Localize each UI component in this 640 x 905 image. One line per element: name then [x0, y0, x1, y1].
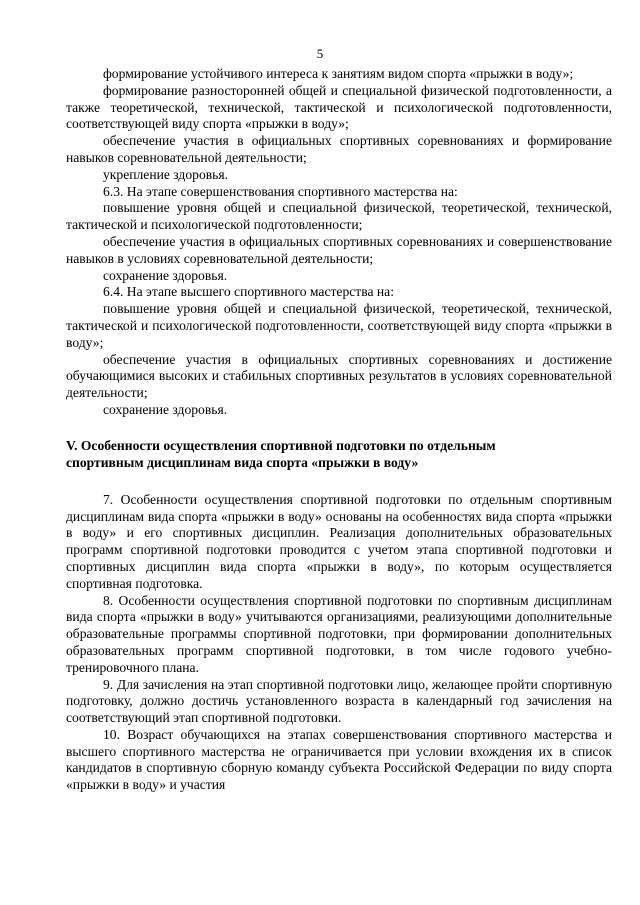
paragraph: 6.4. На этапе высшего спортивного мастерства на:: [103, 284, 394, 300]
paragraph: сохранение здоровья.: [103, 401, 228, 417]
paragraph: обеспечение участия в официальных спортивных соревнованиях и формирование навыков соревновательной деятельности;: [66, 133, 612, 165]
paragraph: обеспечение участия в официальных спортивных соревнованиях и совершенствование навыков в условиях соревновательной деятельности;: [66, 233, 612, 266]
section-heading-line: V. Особенности осуществления спортивной подготовки по отдельным: [66, 437, 496, 453]
paragraph: 10. Возраст обучающихся на этапах совершенствования спортивного мастерства и высшего спортивного мастерства не ограничивается при условии вхождения их в список кандидатов в спортивную сборную команду субъекта Российской Федерации по виду спорта «прыжки в воду» и участия: [66, 726, 612, 793]
section-heading: [66, 437, 612, 472]
paragraph: укрепление здоровья.: [103, 166, 229, 182]
paragraph: 6.3. На этапе совершенствования спортивного мастерства на:: [103, 183, 458, 199]
document-body: [66, 66, 612, 794]
section-heading-line: спортивным дисциплинам вида спорта «прыжки в воду»: [66, 455, 419, 471]
paragraph: формирование устойчивого интереса к занятиям видом спорта «прыжки в воду»;: [103, 66, 574, 81]
paragraph: обеспечение участия в официальных спортивных соревнованиях и достижение обучающимися высоких и стабильных спортивных результатов в условиях соревновательной деятельности;: [66, 351, 612, 401]
paragraph: сохранение здоровья.: [103, 267, 228, 283]
paragraph: 7. Особенности осуществления спортивной подготовки по отдельным спортивным дисциплинам вида спорта «прыжки в воду» основаны на особенностях вида спорта «прыжки в воду» и его спортивных дисциплин. Реализация дополнительных образовательных программ спортивной подготовки проводится с учетом этапа спортивной подготовки и спортивных дисциплин вида спорта «прыжки в воду», по которым осуществляется спортивная подготовка.: [66, 491, 612, 591]
paragraph: повышение уровня общей и специальной физической, теоретической, технической, тактической и психологической подготовленности, соответствующей виду спорта «прыжки в воду»;: [66, 301, 612, 350]
paragraph: 8. Особенности осуществления спортивной подготовки по спортивным дисциплинам вида спорта «прыжки в воду» учитываются организациями, реализующими дополнительные образовательные программы спортивной подготовки, при формировании дополнительных образовательных программ спортивной подготовки, в том числе годового учебно-тренировочного плана.: [66, 592, 612, 675]
paragraph: формирование разносторонней общей и специальной физической подготовленности, а также теоретической, технической, тактической и психологической подготовленности, соответствующей виду спорта «прыжки в воду»;: [66, 82, 612, 132]
paragraph: повышение уровня общей и специальной физической, теоретической, технической, тактической и психологической подготовленности;: [66, 200, 612, 233]
page-number: 5: [316, 46, 324, 61]
paragraph: 9. Для зачисления на этап спортивной подготовки лицо, желающее пройти спортивную подготовку, должно достичь установленного возраста в календарный год зачисления на соответствующий этап спортивной подготовки.: [66, 676, 612, 726]
